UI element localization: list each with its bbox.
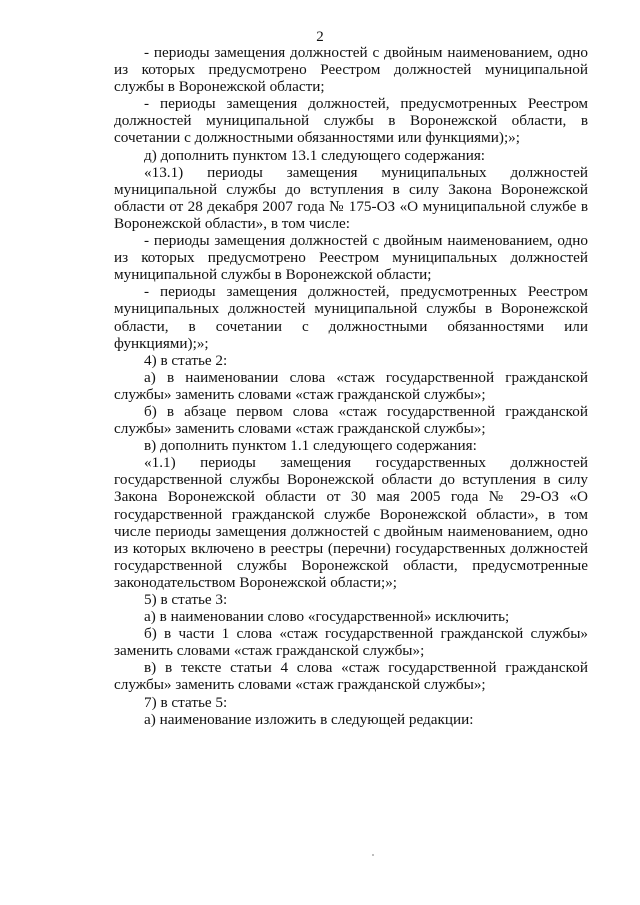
paragraph: - периоды замещения должностей с двойным наименованием, одно из которых предусмотрено Реестром должностей муниципальной службы в Воронежской области; bbox=[114, 44, 588, 96]
paragraph: 5) в статье 3: bbox=[144, 591, 228, 608]
paragraph: а) в наименовании слово «государственной» исключить; bbox=[144, 608, 510, 626]
paragraph: «13.1) периоды замещения муниципальных должностей муниципальной службы до вступления в силу Закона Воронежской области от 28 декабря 2007 года № 175-ОЗ «О муниципальной службе в Воронежской области», в том числе: bbox=[114, 163, 588, 232]
paragraph: в) дополнить пунктом 1.1 следующего содержания: bbox=[144, 437, 477, 455]
paragraph: 4) в статье 2: bbox=[144, 351, 228, 369]
paragraph: д) дополнить пунктом 13.1 следующего содержания: bbox=[144, 146, 486, 164]
scan-speck bbox=[372, 854, 374, 856]
paragraph: в) в тексте статьи 4 слова «стаж государственной гражданской службы» заменить словами «стаж гражданской службы»; bbox=[114, 659, 588, 694]
paragraph: б) в абзаце первом слова «стаж государственной гражданской службы» заменить словами «стаж гражданской службы»; bbox=[114, 402, 588, 438]
paragraph: - периоды замещения должностей, предусмотренных Реестром муниципальных должностей муниципальной службы в Воронежской области, в сочетании с должностными обязанностями или функциями);»; bbox=[114, 283, 588, 352]
paragraph: 7) в статье 5: bbox=[144, 693, 228, 711]
paragraph: - периоды замещения должностей, предусмотренных Реестром должностей муниципальной службы в Воронежской области, в сочетании с должностными обязанностями или функциями);»; bbox=[114, 95, 588, 147]
paragraph: - периоды замещения должностей с двойным наименованием, одно из которых предусмотрено Реестром муниципальных должностей муниципальной службы в Воронежской области; bbox=[114, 232, 588, 284]
page-number: 2 bbox=[316, 29, 324, 45]
paragraph: «1.1) периоды замещения государственных должностей государственной службы Воронежской области до вступления в силу Закона Воронежской области от 30 мая 2005 года № 29-ОЗ «О государственной гражданской службе Воронежской области», в том числе периоды замещения должностей с двойным наименованием, одно из которых включено в реестры (перечни) государственных должностей государственной службы Воронежской области, предусмотренные законодательством Воронежской области;»; bbox=[114, 454, 588, 591]
document-body bbox=[114, 44, 588, 728]
paragraph: б) в части 1 слова «стаж государственной гражданской службы» заменить словами «стаж гражданской службы»; bbox=[114, 625, 588, 660]
paragraph: а) в наименовании слова «стаж государственной гражданской службы» заменить словами «стаж гражданской службы»; bbox=[114, 368, 588, 403]
paragraph: а) наименование изложить в следующей редакции: bbox=[144, 710, 474, 728]
